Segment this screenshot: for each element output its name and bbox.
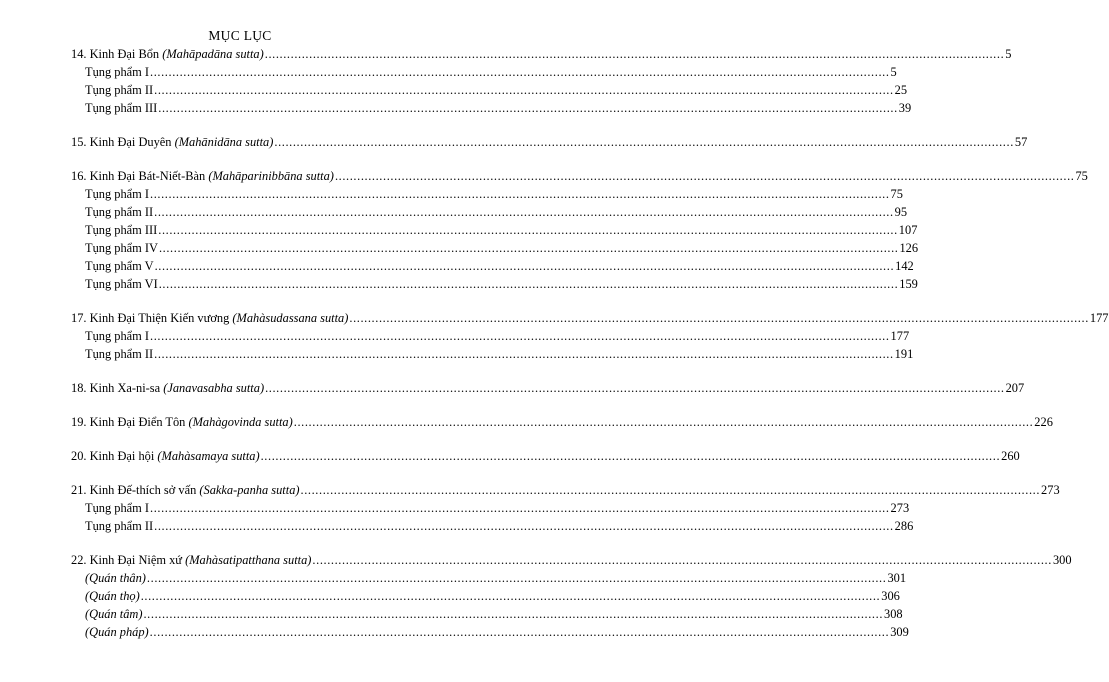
toc-section: [71, 447, 1020, 465]
toc-subentry[interactable]: [71, 185, 903, 203]
entry-title: [85, 345, 153, 363]
toc-section: [71, 133, 1028, 151]
entry-title: [71, 45, 264, 63]
page-number: 306: [881, 589, 900, 603]
entry-title: [85, 239, 158, 257]
dot-leader: ........................................................................................................................................................................................................: [300, 483, 1041, 497]
entry-title: [71, 447, 260, 465]
entry-title: [85, 185, 149, 203]
page-number: 301: [887, 571, 907, 585]
entry-title-text: 19. Kinh Đại Điển Tôn: [71, 415, 189, 429]
entry-title: [71, 551, 311, 569]
entry-title: [85, 587, 140, 605]
dot-leader: ........................................................................................................................................................................................................: [154, 259, 895, 273]
dot-leader: ........................................................................................................................................................................................................: [264, 47, 1005, 61]
entry-title-text: 16. Kinh Đại Bát-Niết-Bàn: [71, 169, 209, 183]
table-of-contents: [71, 45, 1109, 641]
entry-title: [71, 481, 300, 499]
entry-title-pali: (Mahàsatipatthana sutta): [185, 553, 312, 567]
entry-title-text: 15. Kinh Đại Duyên: [71, 135, 175, 149]
toc-subentry[interactable]: [71, 275, 918, 293]
toc-subentry[interactable]: [71, 63, 897, 81]
entry-title-pali: (Mahàsudassana sutta): [232, 311, 349, 325]
entry-title-text: 22. Kinh Đại Niệm xứ: [71, 553, 186, 567]
entry-title-text: Tụng phẩm VI: [85, 277, 158, 291]
toc-entry[interactable]: [71, 45, 1012, 63]
dot-leader: ........................................................................................................................................................................................................: [154, 347, 894, 361]
toc-entry[interactable]: [71, 413, 1053, 431]
page-number: 57: [1014, 135, 1028, 149]
entry-title-text: Tụng phẩm IV: [85, 241, 158, 255]
dot-leader: ........................................................................................................................................................................................................: [150, 187, 890, 201]
entry-title-text: 21. Kinh Đế-thích sở vấn: [71, 483, 200, 497]
dot-leader: ........................................................................................................................................................................................................: [143, 607, 884, 621]
entry-title-pali: (Mahàgovinda sutta): [188, 415, 293, 429]
toc-entry[interactable]: [71, 309, 1109, 327]
dot-leader: ........................................................................................................................................................................................................: [150, 65, 890, 79]
entry-title: [85, 275, 158, 293]
toc-section: [71, 309, 1109, 363]
entry-title: [85, 499, 149, 517]
entry-title-text: Tụng phẩm I: [85, 501, 150, 515]
page-number: 39: [898, 101, 912, 115]
dot-leader: ........................................................................................................................................................................................................: [349, 311, 1089, 325]
dot-leader: ........................................................................................................................................................................................................: [154, 205, 894, 219]
toc-subentry[interactable]: [71, 203, 908, 221]
page-number: 5: [890, 65, 897, 79]
page-number: 95: [894, 205, 908, 219]
entry-title: [85, 569, 146, 587]
toc-subentry[interactable]: [71, 623, 909, 641]
page-number: 75: [1075, 169, 1088, 183]
entry-title: [85, 63, 149, 81]
toc-subentry[interactable]: [71, 327, 910, 345]
toc-entry[interactable]: [71, 133, 1028, 151]
entry-title-pali: (Quán pháp): [85, 625, 149, 639]
page-number: 177: [1089, 311, 1109, 325]
entry-title-pali: (Quán thân): [85, 571, 146, 585]
entry-title-text: 18. Kinh Xa-ni-sa: [71, 381, 164, 395]
entry-title-pali: (Sakka-panha sutta): [199, 483, 300, 497]
toc-subentry[interactable]: [71, 587, 900, 605]
toc-subentry[interactable]: [71, 81, 908, 99]
page-number: 126: [899, 241, 919, 255]
entry-title-text: Tụng phẩm I: [85, 329, 150, 343]
toc-section: [71, 45, 1012, 117]
toc-subentry[interactable]: [71, 257, 914, 275]
dot-leader: ........................................................................................................................................................................................................: [149, 625, 890, 639]
page-number: 207: [1005, 381, 1025, 395]
dot-leader: ........................................................................................................................................................................................................: [158, 101, 898, 115]
entry-title-pali: (Mahàsamaya sutta): [157, 449, 260, 463]
page-title: MỤC LỤC: [208, 28, 272, 43]
toc-subentry[interactable]: [71, 99, 912, 117]
dot-leader: ........................................................................................................................................................................................................: [274, 135, 1014, 149]
toc-section: [71, 413, 1053, 431]
page-number: 107: [898, 223, 918, 237]
toc-subentry[interactable]: [71, 499, 910, 517]
entry-title: [85, 605, 142, 623]
entry-title: [71, 413, 293, 431]
entry-title: [85, 327, 149, 345]
toc-subentry[interactable]: [71, 239, 919, 257]
entry-title: [85, 623, 149, 641]
toc-entry[interactable]: [71, 447, 1020, 465]
entry-title-text: Tụng phẩm V: [85, 259, 154, 273]
dot-leader: ........................................................................................................................................................................................................: [140, 589, 881, 603]
page-number: 260: [1001, 449, 1020, 463]
entry-title-text: Tụng phẩm II: [85, 83, 154, 97]
entry-title-text: Tụng phẩm I: [85, 187, 150, 201]
entry-title: [85, 257, 154, 275]
dot-leader: ........................................................................................................................................................................................................: [150, 329, 890, 343]
entry-title-pali: (Mahāpadāna sutta): [162, 47, 264, 61]
page-number: 226: [1034, 415, 1053, 429]
entry-title: [85, 517, 153, 535]
toc-subentry[interactable]: [71, 517, 914, 535]
entry-title-pali: (Mahāparinibbāna sutta): [208, 169, 334, 183]
page-number: 142: [895, 259, 914, 273]
page-number: 191: [894, 347, 914, 361]
entry-title: [85, 221, 157, 239]
entry-title-text: Tụng phẩm II: [85, 347, 154, 361]
entry-title: [85, 203, 153, 221]
dot-leader: ........................................................................................................................................................................................................: [158, 223, 898, 237]
entry-title: [71, 133, 273, 151]
entry-title-text: 17. Kinh Đại Thiện Kiến vương: [71, 311, 233, 325]
entry-title-text: Tụng phẩm III: [85, 223, 158, 237]
toc-entry[interactable]: [71, 481, 1060, 499]
entry-title-text: Tụng phẩm II: [85, 205, 154, 219]
dot-leader: ........................................................................................................................................................................................................: [154, 83, 894, 97]
entry-title-text: Tụng phẩm II: [85, 519, 154, 533]
dot-leader: ........................................................................................................................................................................................................: [150, 501, 890, 515]
dot-leader: ........................................................................................................................................................................................................: [146, 571, 887, 585]
entry-title-pali: (Quán tâm): [85, 607, 143, 621]
toc-section: [71, 481, 1060, 535]
dot-leader: ........................................................................................................................................................................................................: [312, 553, 1052, 567]
dot-leader: ........................................................................................................................................................................................................: [334, 169, 1075, 183]
entry-title: [71, 379, 264, 397]
dot-leader: ........................................................................................................................................................................................................: [293, 415, 1034, 429]
toc-subentry[interactable]: [71, 221, 918, 239]
page-number: 159: [899, 277, 918, 291]
page-number: 308: [884, 607, 903, 621]
dot-leader: ........................................................................................................................................................................................................: [265, 381, 1005, 395]
toc-subentry[interactable]: [71, 569, 907, 587]
dot-leader: ........................................................................................................................................................................................................: [158, 277, 899, 291]
toc-subentry[interactable]: [71, 345, 914, 363]
toc-section: [71, 167, 1088, 293]
page-number: 177: [890, 329, 910, 343]
page-number: 273: [890, 501, 910, 515]
entry-title-text: 20. Kinh Đại hội: [71, 449, 158, 463]
toc-section: [71, 551, 1072, 641]
dot-leader: ........................................................................................................................................................................................................: [154, 519, 894, 533]
dot-leader: ........................................................................................................................................................................................................: [260, 449, 1001, 463]
entry-title: [85, 81, 153, 99]
entry-title: [85, 99, 157, 117]
toc-entry[interactable]: [71, 167, 1088, 185]
page-number: 309: [890, 625, 909, 639]
page-number: 300: [1052, 553, 1072, 567]
page-number: 25: [894, 83, 908, 97]
entry-title-text: Tụng phẩm III: [85, 101, 158, 115]
page-number: 75: [890, 187, 903, 201]
entry-title: [71, 309, 348, 327]
toc-subentry[interactable]: [71, 605, 903, 623]
entry-title: [71, 167, 334, 185]
entry-title-pali: (Quán thọ): [85, 589, 140, 603]
page-number: 273: [1041, 483, 1060, 497]
page-number: 5: [1005, 47, 1012, 61]
toc-entry[interactable]: [71, 379, 1025, 397]
toc-entry[interactable]: [71, 551, 1072, 569]
entry-title-text: 14. Kinh Đại Bổn: [71, 47, 163, 61]
entry-title-pali: (Janavasabha sutta): [163, 381, 265, 395]
entry-title-pali: (Mahānidāna sutta): [174, 135, 274, 149]
toc-section: [71, 379, 1025, 397]
page-number: 286: [894, 519, 914, 533]
dot-leader: ........................................................................................................................................................................................................: [158, 241, 899, 255]
entry-title-text: Tụng phẩm I: [85, 65, 150, 79]
